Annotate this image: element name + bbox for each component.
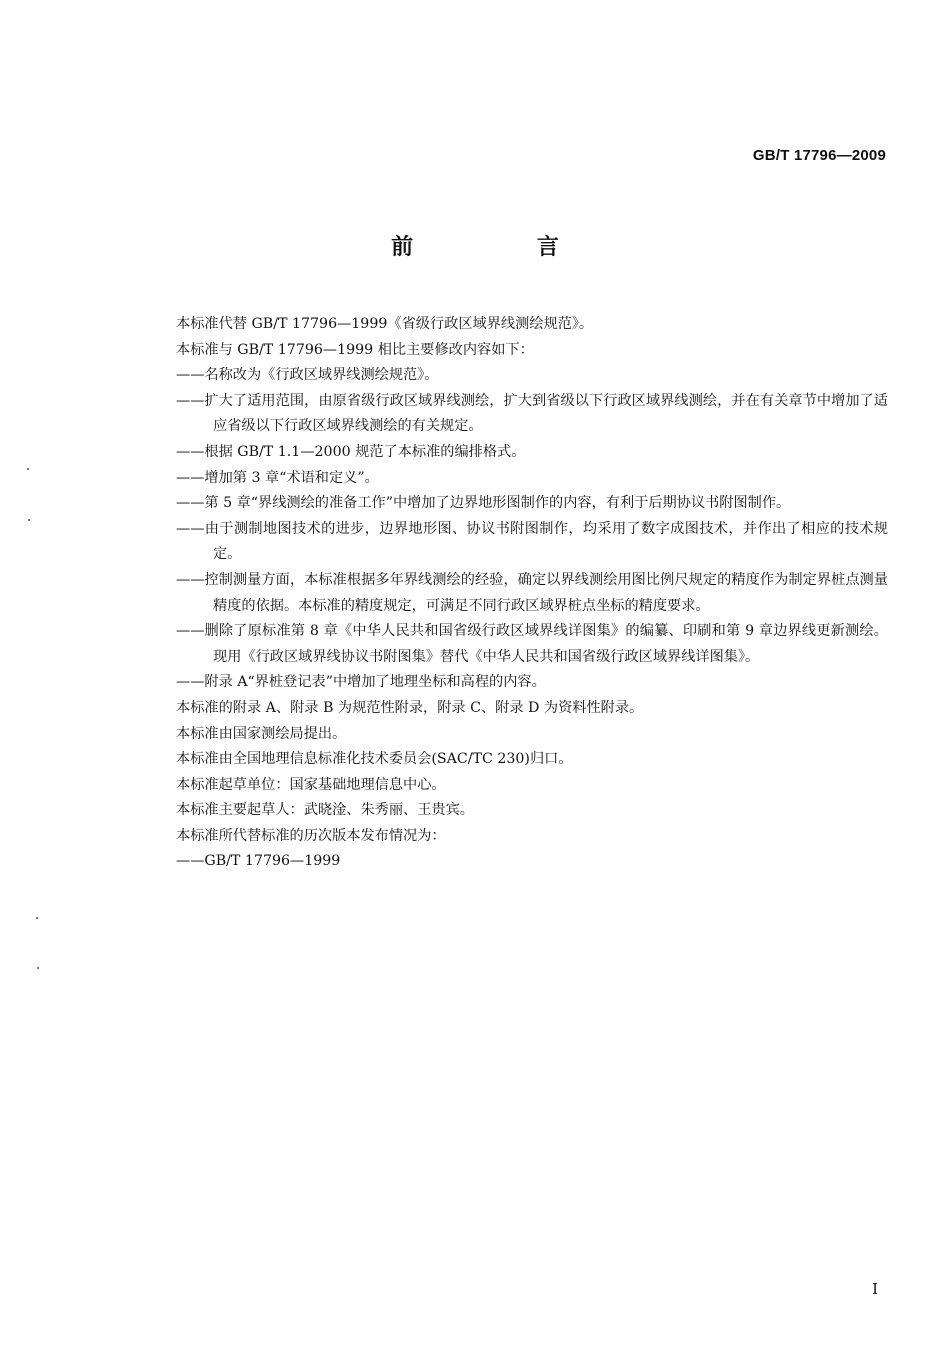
list-item: ——由于测制地图技术的进步，边界地形图、协议书附图制作，均采用了数字成图技术，并作出了相应的技术规定。 xyxy=(176,520,888,563)
list-item: ——GB/T 17796—1999 xyxy=(176,853,341,870)
paragraph: 本标准由国家测绘局提出。 xyxy=(176,725,347,742)
list-item: ——名称改为《行政区域界线测绘规范》。 xyxy=(176,367,439,384)
list-item: ——增加第 3 章“术语和定义”。 xyxy=(176,469,379,486)
list-item: ——扩大了适用范围，由原省级行政区域界线测绘，扩大到省级以下行政区域界线测绘，并在有关章节中增加了适应省级以下行政区域界线测绘的有关规定。 xyxy=(176,392,888,435)
list-item: ——根据 GB/T 1.1—2000 规范了本标准的编排格式。 xyxy=(176,443,526,460)
page-number: I xyxy=(872,1280,878,1298)
page-title: 前 言 xyxy=(391,235,617,260)
paragraph: 本标准起草单位：国家基础地理信息中心。 xyxy=(176,776,446,793)
paragraph: 本标准与 GB/T 17796—1999 相比主要修改内容如下： xyxy=(176,341,534,358)
scan-speck xyxy=(28,519,30,521)
list-item: ——第 5 章“界线测绘的准备工作”中增加了边界地形图制作的内容，有利于后期协议书附图制作。 xyxy=(176,495,791,512)
scan-speck xyxy=(27,468,29,470)
scan-speck xyxy=(36,917,38,919)
paragraph: 本标准的附录 A、附录 B 为规范性附录，附录 C、附录 D 为资料性附录。 xyxy=(176,699,644,716)
paragraph: 本标准由全国地理信息标准化技术委员会(SAC/TC 230)归口。 xyxy=(176,751,573,768)
paragraph: 本标准所代替标准的历次版本发布情况为： xyxy=(176,827,446,844)
scan-speck xyxy=(37,967,39,969)
foreword-body xyxy=(176,312,888,875)
list-item: ——删除了原标准第 8 章《中华人民共和国省级行政区域界线详图集》的编纂、印刷和第 9 章边界线更新测绘。现用《行政区域界线协议书附图集》替代《中华人民共和国省级行政区域界线详图集》。 xyxy=(176,623,888,665)
paragraph: 本标准主要起草人：武晓淦、朱秀丽、王贵宾。 xyxy=(176,802,474,819)
standard-code: GB/T 17796—2009 xyxy=(752,147,886,164)
list-item: ——附录 A“界桩登记表”中增加了地理坐标和高程的内容。 xyxy=(176,674,546,691)
list-item: ——控制测量方面，本标准根据多年界线测绘的经验，确定以界线测绘用图比例尺规定的精度作为制定界桩点测量精度的依据。本标准的精度规定，可满足不同行政区域界桩点坐标的精度要求。 xyxy=(176,571,888,614)
paragraph: 本标准代替 GB/T 17796—1999《省级行政区域界线测绘规范》。 xyxy=(176,316,594,332)
